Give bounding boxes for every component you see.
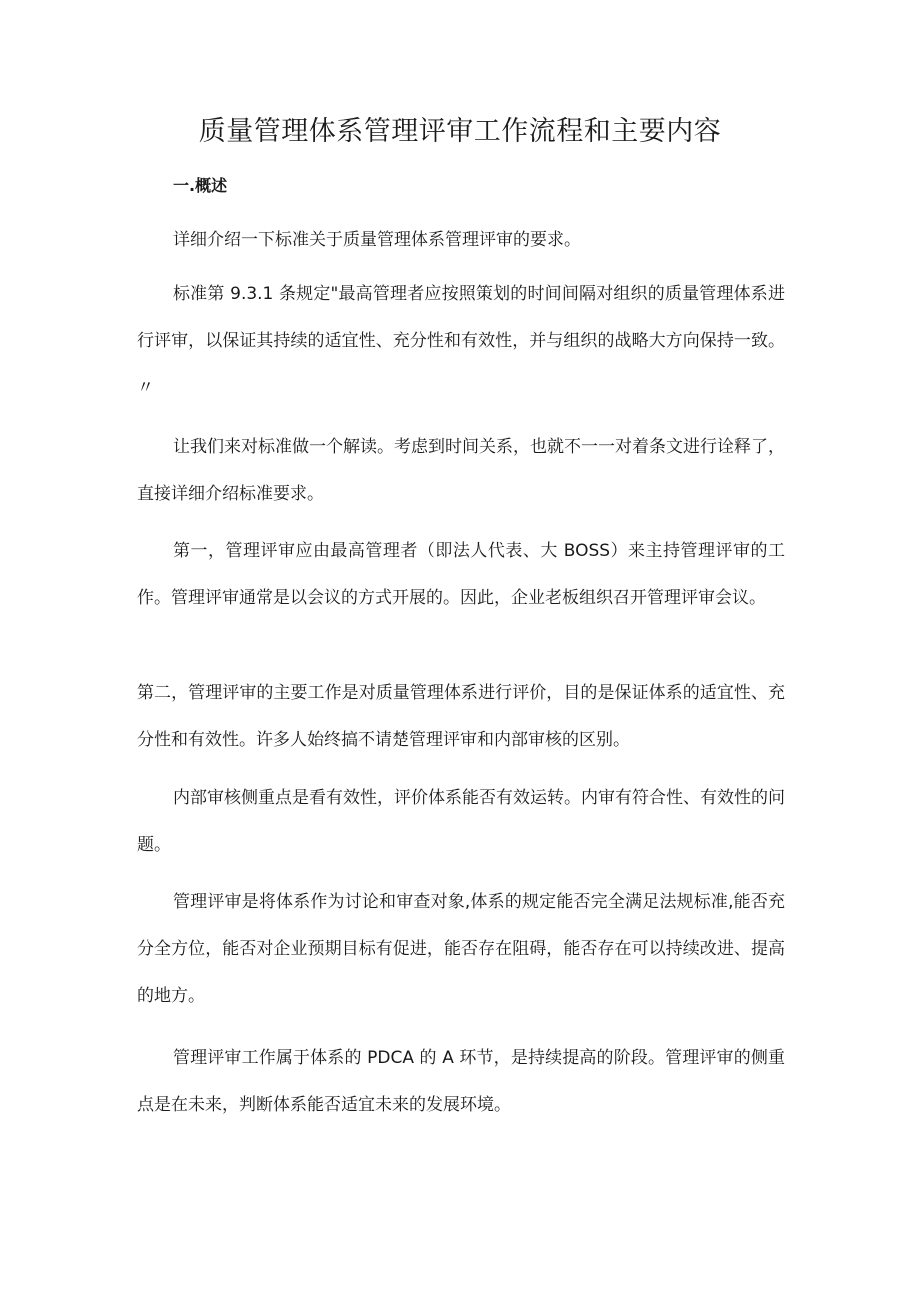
paragraph-standard-clause: 标准第 9.3.1 条规定"最高管理者应按照策划的时间间隔对组织的质量管理体系进行评审，以保证其持续的适宜性、充分性和有效性，并与组织的战略大方向保持一致。〃 bbox=[137, 284, 785, 398]
document-title: 质量管理体系管理评审工作流程和主要内容 bbox=[198, 116, 722, 147]
paragraph-intro: 详细介绍一下标准关于质量管理体系管理评审的要求。 bbox=[173, 230, 581, 250]
paragraph-internal-audit: 内部审核侧重点是看有效性，评价体系能否有效运转。内审有符合性、有效性的问题。 bbox=[137, 788, 785, 855]
section-heading: 一.概述 bbox=[173, 176, 228, 195]
paragraph-interpretation: 让我们来对标准做一个解读。考虑到时间关系，也就不一一对着条文进行诠释了，直接详细介绍标准要求。 bbox=[137, 437, 785, 504]
paragraph-second-point: 第二，管理评审的主要工作是对质量管理体系进行评价，目的是保证体系的适宜性、充分性和有效性。许多人始终搞不请楚管理评审和内部审核的区别。 bbox=[137, 683, 785, 750]
paragraph-first-point: 第一，管理评审应由最高管理者（即法人代表、大 BOSS）来主持管理评审的工作。管理评审通常是以会议的方式开展的。因此，企业老板组织召开管理评审会议。 bbox=[137, 541, 785, 608]
paragraph-pdca: 管理评审工作属于体系的 PDCA 的 A 环节，是持续提高的阶段。管理评审的侧重点是在未来，判断体系能否适宜未来的发展环境。 bbox=[137, 1048, 785, 1115]
paragraph-management-review: 管理评审是将体系作为讨论和审查对象,体系的规定能否完全满足法规标准,能否充分全方位，能否对企业预期目标有促进，能否存在阻碍，能否存在可以持续改进、提高的地方。 bbox=[137, 892, 785, 1006]
